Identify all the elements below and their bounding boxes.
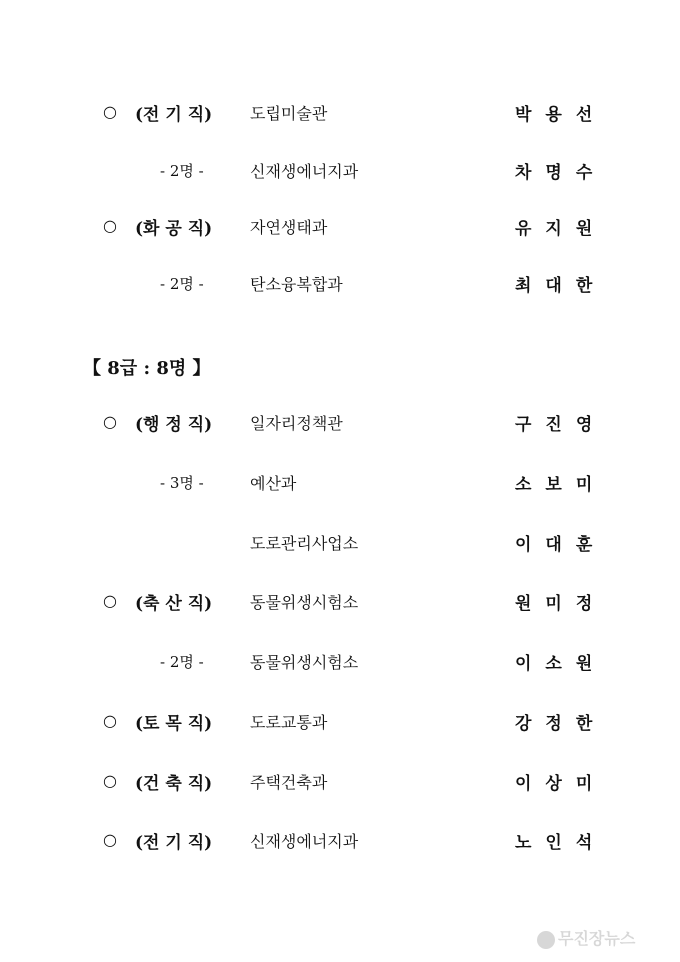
bullet-icon: ○ xyxy=(103,711,117,730)
list-item xyxy=(0,467,680,497)
bullet-icon: ○ xyxy=(103,412,117,431)
department: 신재생에너지과 xyxy=(250,832,359,851)
department: 탄소융복합과 xyxy=(250,275,343,294)
watermark xyxy=(537,926,635,949)
job-category: (토 목 직) xyxy=(135,714,213,734)
person-name: 유지원 xyxy=(515,219,607,239)
job-category: (전 기 직) xyxy=(135,833,213,853)
department: 도로관리사업소 xyxy=(250,534,359,553)
list-item xyxy=(0,97,680,127)
section-header: 【 8급 : 8명 】 xyxy=(83,358,211,379)
department: 도로교통과 xyxy=(250,713,328,732)
watermark-text: 무진장뉴스 xyxy=(558,929,636,948)
person-name: 이대훈 xyxy=(515,535,607,555)
department: 예산과 xyxy=(250,474,297,493)
bullet-icon: ○ xyxy=(103,771,117,790)
logo-icon xyxy=(537,931,555,949)
person-name: 소보미 xyxy=(515,475,607,495)
headcount: - 2명 - xyxy=(160,653,204,671)
bullet-icon: ○ xyxy=(103,216,117,235)
list-item xyxy=(0,706,680,736)
list-item xyxy=(0,766,680,796)
person-name: 최대한 xyxy=(515,276,607,296)
person-name: 박용선 xyxy=(515,105,607,125)
list-item xyxy=(0,211,680,241)
list-item xyxy=(0,825,680,855)
department: 자연생태과 xyxy=(250,218,328,237)
person-name: 노인석 xyxy=(515,833,607,853)
person-name: 원미정 xyxy=(515,594,607,614)
list-item xyxy=(0,155,680,185)
person-name: 강정한 xyxy=(515,714,607,734)
person-name: 차명수 xyxy=(515,163,607,183)
person-name: 이소원 xyxy=(515,654,607,674)
department: 동물위생시험소 xyxy=(250,593,359,612)
bullet-icon: ○ xyxy=(103,102,117,121)
job-category: (축 산 직) xyxy=(135,594,213,614)
list-item xyxy=(0,527,680,557)
job-category: (건 축 직) xyxy=(135,774,213,794)
department: 도립미술관 xyxy=(250,104,328,123)
job-category: (전 기 직) xyxy=(135,105,213,125)
list-item xyxy=(0,407,680,437)
list-item xyxy=(0,268,680,298)
list-item xyxy=(0,646,680,676)
person-name: 구진영 xyxy=(515,415,607,435)
department: 일자리정책관 xyxy=(250,414,343,433)
headcount: - 2명 - xyxy=(160,162,204,180)
job-category: (화 공 직) xyxy=(135,219,213,239)
department: 신재생에너지과 xyxy=(250,162,359,181)
department: 주택건축과 xyxy=(250,773,328,792)
list-item xyxy=(0,586,680,616)
job-category: (행 정 직) xyxy=(135,415,213,435)
department: 동물위생시험소 xyxy=(250,653,359,672)
headcount: - 2명 - xyxy=(160,275,204,293)
headcount: - 3명 - xyxy=(160,474,204,492)
bullet-icon: ○ xyxy=(103,830,117,849)
person-name: 이상미 xyxy=(515,774,607,794)
bullet-icon: ○ xyxy=(103,591,117,610)
